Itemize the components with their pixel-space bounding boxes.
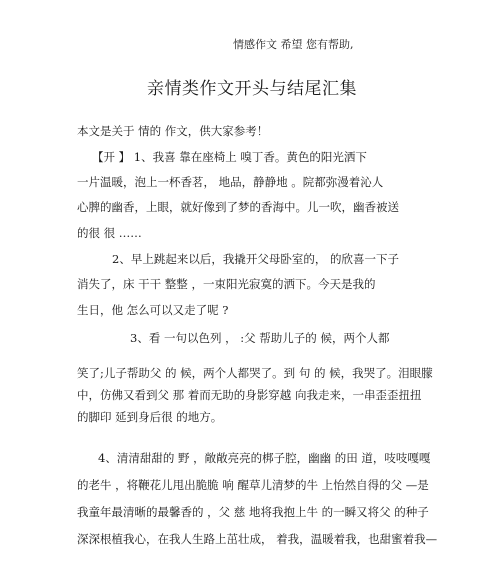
text-line: 的老牛 ，将鞭花儿甩出脆脆 响 醒草儿清梦的牛 上怡然自得的父 —是 <box>77 478 429 492</box>
text-line: 【开 】 1、我喜 靠在座椅上 嗅丁香。黄色的阳光洒下 <box>92 150 367 164</box>
text-line: 中，仿佛又看到父 那 着而无助的身影穿越 向我走来，一串歪歪扭扭 <box>77 388 422 402</box>
text-line: 的很 很 …… <box>77 226 142 240</box>
intro-line: 本文是关于 情的 作文，供大家参考！ <box>77 124 269 138</box>
text-line: 生日，他 怎么可以又走了呢 ? <box>77 303 229 317</box>
text-line: 心脾的幽香，上眼，就好像到了梦的香海中。儿一吹，幽香被送 <box>77 200 399 214</box>
text-line: 的脚印 延到身后很 的地方。 <box>77 410 223 424</box>
text-line: 2、早上跳起来以后，我撬开父母卧室的， 的欣喜一下子 <box>112 252 399 266</box>
text-line: 3、看 一句以色列 ， :父 帮助儿子的 候，两个人都 <box>130 331 390 345</box>
text-line: 深深根植我心，在我人生路上茁壮成， 着我，温暖着我，也甜蜜着我— <box>77 532 438 546</box>
text-line: 我童年最清晰的最馨香的 ，父 慈 地将我抱上牛 的一瞬又将父 的种子 <box>77 505 429 519</box>
text-line: 笑了;儿子帮助父 的 候，两个人都哭了。到 句 的 候，我哭了。泪眼朦 <box>77 366 433 380</box>
text-line: 4、清清甜甜的 野 ，敞敞亮亮的梆子腔，幽幽 的田 道，吱吱嘎嘎 <box>98 451 431 465</box>
page-header: 情感作文 希望 您有帮助, <box>233 38 354 51</box>
text-line: 消失了，床 干干 整整 ，一束阳光寂寞的洒下。今天是我的 <box>77 277 376 291</box>
document-title: 亲情类作文开头与结尾汇集 <box>147 79 357 99</box>
text-line: 一片温暖，泡上一杯香茗， 地品，静静地 。院都弥漫着沁人 <box>77 175 384 189</box>
